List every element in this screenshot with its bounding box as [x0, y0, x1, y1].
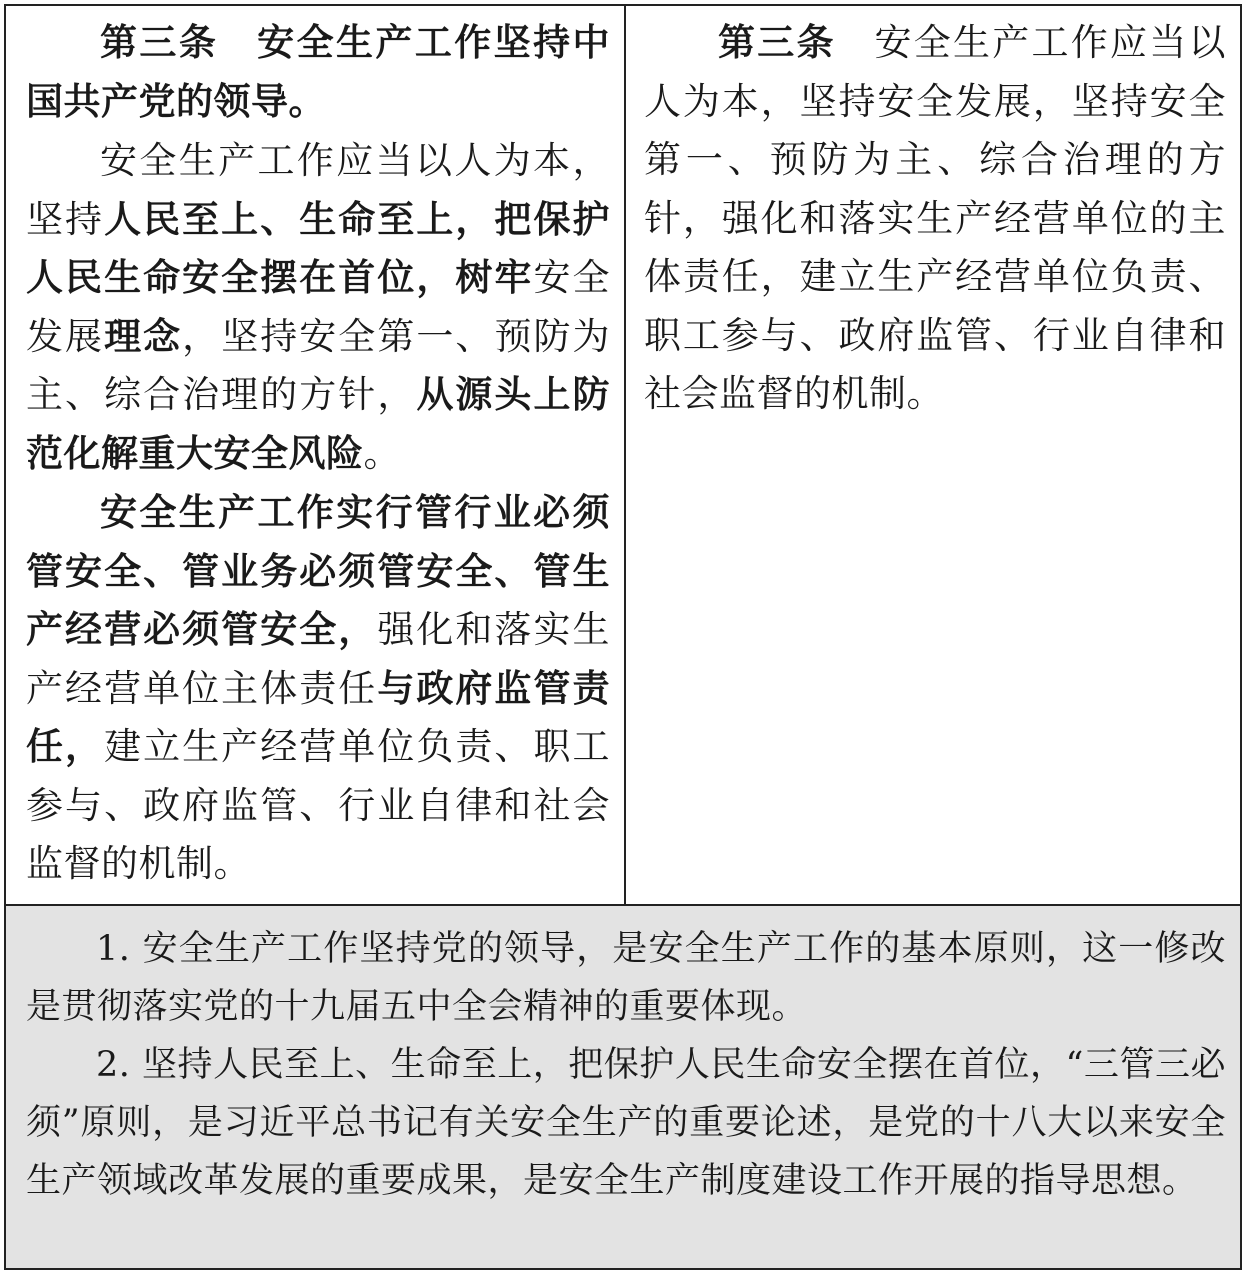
p2-segment-f-bold: 从源头上防范化解重大安全风险	[26, 373, 611, 475]
original-article-label: 第三条	[718, 21, 836, 64]
p2-segment-e: ，坚持安全第一、预防为主、综合治理的方针，	[26, 314, 611, 416]
original-article-paragraph	[644, 14, 1226, 424]
p3-segment-b: 强化和落实生产经营单位主体责任	[26, 608, 611, 710]
revised-article-paragraph-2	[26, 132, 610, 483]
note-2: 2. 坚持人民至上、生命至上，把保护人民生命安全摆在首位，“三管三必须”原则，是习近平总书记有关安全生产的重要论述，是党的十八大以来安全生产领域改革发展的重要成果，是安全生产制度建设工作开展的指导思想。	[26, 1045, 1226, 1201]
revised-article-label: 第三条	[100, 21, 219, 64]
p2-segment-b-bold: 人民至上、生命至上，把保护人民生命安全摆在首位，树牢	[26, 197, 611, 299]
original-article-column	[626, 6, 1240, 904]
revised-article-paragraph-3	[26, 484, 610, 894]
revised-article-paragraph-1	[26, 14, 610, 131]
p3-segment-d: 建立生产经营单位负责、职工参与、政府监管、行业自律和社会监督的机制。	[26, 725, 611, 885]
p3-segment-c-bold: 与政府监管责任，	[26, 666, 611, 768]
comparison-table	[4, 4, 1242, 1270]
revised-article-column	[6, 6, 626, 904]
p2-segment-c: 安全发展	[26, 256, 611, 358]
article-comparison-row	[6, 6, 1240, 904]
note-1: 1. 安全生产工作坚持党的领导，是安全生产工作的基本原则，这一修改是贯彻落实党的十九届五中全会精神的重要体现。	[26, 929, 1226, 1027]
explanation-notes	[6, 904, 1240, 1268]
revised-article-p1-text: 安全生产工作坚持中国共产党的领导。	[26, 21, 610, 123]
p2-segment-g: 。	[363, 431, 401, 475]
p2-segment-a: 安全生产工作应当以人为本，坚持	[26, 139, 610, 241]
original-article-text: 安全生产工作应当以人为本，坚持安全发展，坚持安全第一、预防为主、综合治理的方针，强化和落实生产经营单位的主体责任，建立生产经营单位负责、职工参与、政府监管、行业自律和社会监督的机制。	[644, 21, 1226, 415]
p3-segment-a-bold: 安全生产工作实行管行业必须管安全、管业务必须管安全、管生产经营必须管安全，	[26, 491, 610, 651]
p2-segment-d-bold: 理念	[104, 314, 183, 358]
